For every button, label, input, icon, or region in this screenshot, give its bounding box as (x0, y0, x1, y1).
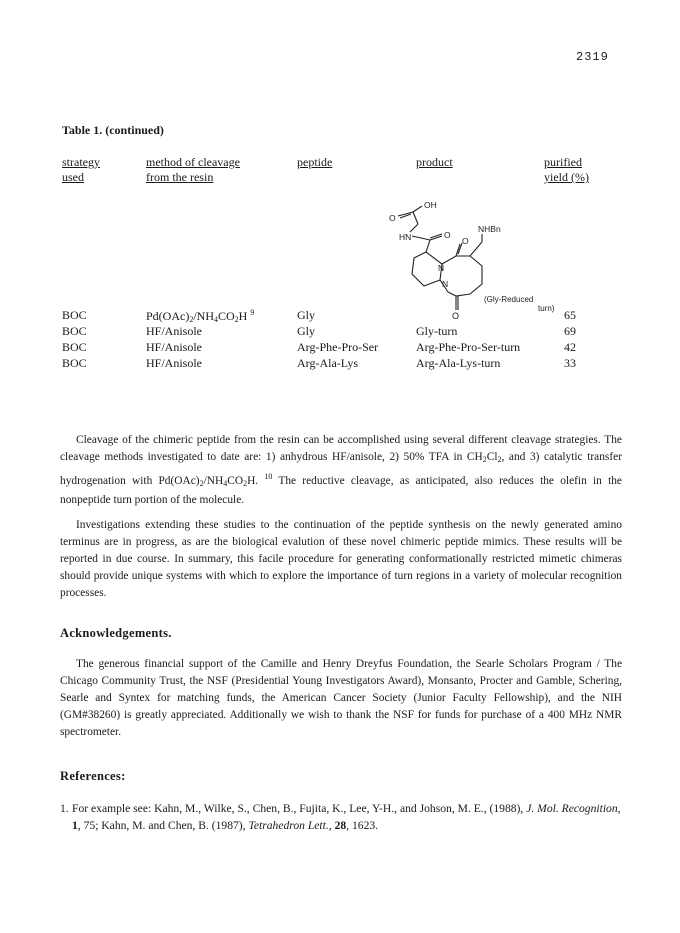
row-3-peptide: Arg-Phe-Pro-Ser (297, 340, 379, 354)
label-gly-reduced-2: turn) (538, 304, 555, 313)
row-1-strategy: BOC (62, 308, 87, 322)
row-1-yield: 65 (564, 308, 576, 322)
row-4-strategy: BOC (62, 356, 87, 370)
acknowledgements-heading: Acknowledgements. (60, 626, 172, 640)
row-4-product: Arg-Ala-Lys-turn (416, 356, 501, 370)
row-4-peptide: Arg-Ala-Lys (297, 356, 359, 370)
table-title: Table 1. (continued) (62, 123, 164, 137)
acknowledgements-text: The generous financial support of the Camille and Henry Dreyfus Foundation, the Searle Scholars Program / The Chicago Community Trust, the NSF (Presidential Young Investigators Award), Monsanto, Procter and Gamble, Schering, Searle and Syntex for matching funds, the American Cancer Society (Junior Faculty Fellowship), and the NIH (GM#38260) is greatly appreciated. Additionally we wish to thank the NSF for funds for purchase of a 400 MHz NMR spectrometer. (60, 658, 622, 738)
chemical-structure (386, 194, 570, 324)
reference-1: 1. For example see: Kahn, M., Wilke, S., Chen, B., Fujita, K., Lee, Y-H., and Johson, M. E., (1988), J. Mol. Recognition, 1, 75; Kahn, M. and Chen, B. (1987), Tetrahedron Lett., 28, 1623. (60, 802, 621, 832)
row-3-method: HF/Anisole (146, 340, 203, 354)
row-3-yield: 42 (564, 340, 576, 354)
row-2-product: Gly-turn (416, 324, 458, 338)
label-o3: O (462, 236, 469, 246)
paragraph-cleavage: Cleavage of the chimeric peptide from the resin can be accomplished using several different cleavage strategies. The cleavage methods investigated to date are: 1) anhydrous HF/anisole, 2) 50% TFA in $CH_2Cl_2$, and 3) catalytic transfer hydrogenation with $Pd(OAc)_2/NH_4CO_2H$. $^{10}$ The reductive cleavage, as anticipated, also reduces the olefin in the nonpeptide turn portion of the molecule. (60, 434, 622, 506)
row-1-peptide: Gly (297, 308, 315, 322)
label-n1: N (438, 263, 445, 273)
row-3-product: Arg-Phe-Pro-Ser-turn (416, 340, 521, 354)
header-product: product (416, 155, 453, 169)
row-2-yield: 69 (564, 324, 576, 338)
label-nhbn: NHBn (478, 224, 501, 234)
paragraph-investigations: Investigations extending these studies to the continuation of the peptide synthesis on the newly generated amino terminus are in progress, as are the biological evalution of these novel chimeric peptide mimics. These results will be reported in due course. In summary, this facile procedure for generating conformationally restricted mimetic chimeras should provide unique systems with which to explore the importance of turn regions in a variety of molecular recognition processes. (60, 519, 622, 599)
row-2-strategy: BOC (62, 324, 87, 338)
row-2-peptide: Gly (297, 324, 315, 338)
label-o2: O (444, 230, 451, 240)
header-method: method of cleavage from the resin (146, 155, 240, 184)
label-gly-reduced-1: (Gly-Reduced (484, 295, 534, 304)
label-o1: O (389, 213, 396, 223)
row-1-method: $Pd(OAc)_2/NH_4CO_2H$ $^9$ (146, 308, 255, 324)
row-3-strategy: BOC (62, 340, 87, 354)
header-peptide: peptide (297, 155, 333, 169)
references-heading: References: (60, 769, 126, 783)
label-oh: OH (424, 200, 437, 210)
header-yield: purified yield (%) (544, 155, 589, 184)
row-4-yield: 33 (564, 356, 576, 370)
row-1-product: O (452, 311, 460, 321)
page-number: 2319 (576, 50, 609, 64)
row-4-method: HF/Anisole (146, 356, 203, 370)
label-n2: N (442, 279, 449, 289)
label-hn: HN (399, 232, 412, 242)
row-2-method: HF/Anisole (146, 324, 203, 338)
header-strategy: strategy used (62, 155, 100, 184)
